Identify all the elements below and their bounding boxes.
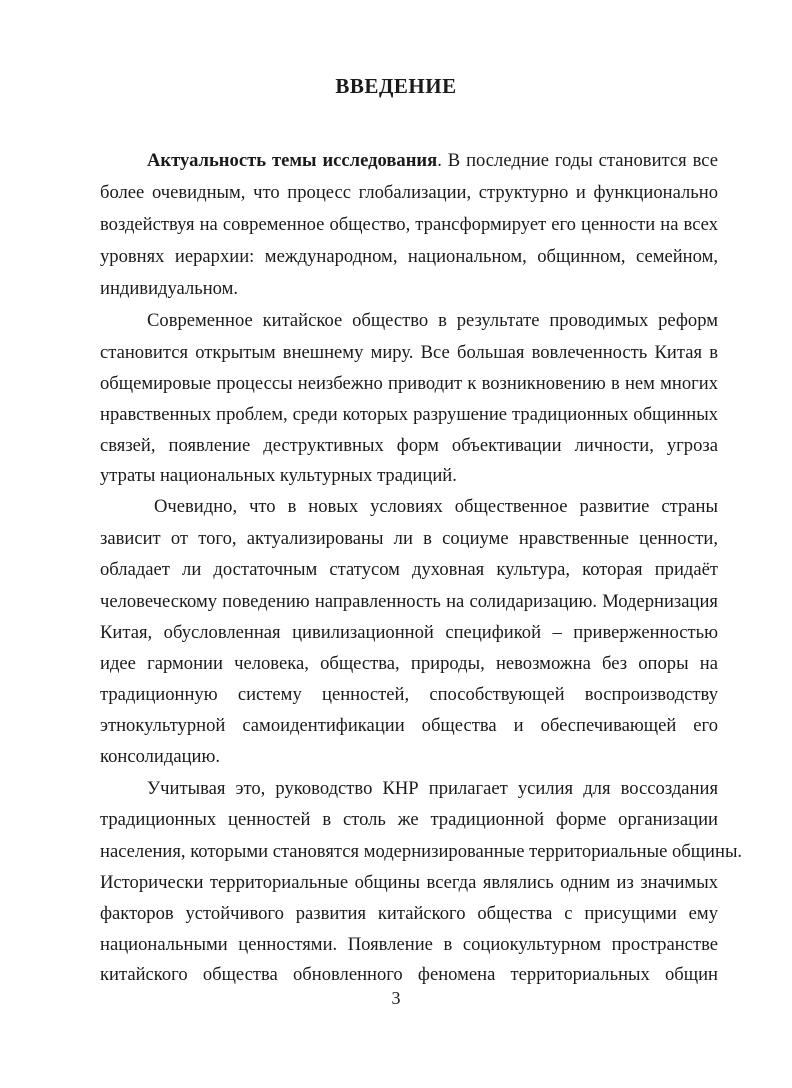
paragraph-1-line-1-text: . В последние годы становится все (437, 150, 719, 171)
paragraph-1-line-4: уровнях иерархии: международном, национальном, общинном, семейном, (100, 246, 718, 267)
paragraph-2-line-6: утраты национальных культурных традиций. (100, 465, 457, 486)
paragraph-2-line-4: нравственных проблем, среди которых разрушение традиционных общинных (100, 404, 718, 425)
paragraph-3-line-6: идее гармонии человека, общества, природы, невозможна без опоры на (100, 653, 718, 674)
paragraph-4-line-4: Исторически территориальные общины всегда являлись одним из значимых (100, 872, 718, 893)
paragraph-3-line-7: традиционную систему ценностей, способствующей воспроизводству (100, 684, 718, 705)
paragraph-4-line-2: традиционных ценностей в столь же традиционной форме организации (100, 809, 718, 830)
paragraph-2-line-3: общемировые процессы неизбежно приводит к возникновению в нем многих (100, 373, 718, 394)
paragraph-2-line-1: Современное китайское общество в результате проводимых реформ (147, 310, 718, 331)
paragraph-1-line-1 (147, 149, 718, 173)
paragraph-4-line-7: китайского общества обновленного феномена территориальных общин (100, 964, 718, 985)
page-number: 3 (391, 988, 401, 1008)
paragraph-2-line-5: связей, появление деструктивных форм объективации личности, угроза (100, 435, 718, 456)
paragraph-1-line-5: индивидуальном. (100, 278, 239, 299)
paragraph-1-line-2: более очевидным, что процесс глобализации, структурно и функционально (100, 182, 718, 203)
paragraph-3-line-1: Очевидно, что в новых условиях общественное развитие страны (154, 496, 718, 517)
paragraph-3-line-2: зависит от того, актуализированы ли в социуме нравственные ценности, (100, 528, 718, 549)
paragraph-3-line-5: Китая, обусловленная цивилизационной спецификой – приверженностью (100, 622, 718, 643)
section-title: ВВЕДЕНИЕ (335, 74, 457, 98)
paragraph-3-line-3: обладает ли достаточным статусом духовная культура, которая придаёт (100, 559, 718, 580)
relevance-heading: Актуальность темы исследования (147, 150, 438, 171)
paragraph-4-line-3: населения, которыми становятся модернизированные территориальные общины. (100, 841, 743, 862)
paragraph-2-line-2: становится открытым внешнему миру. Все большая вовлеченность Китая в (100, 342, 718, 363)
paragraph-4-line-5: факторов устойчивого развития китайского общества с присущими ему (100, 903, 718, 924)
paragraph-4-line-6: национальными ценностями. Появление в социокультурном пространстве (100, 934, 718, 955)
paragraph-3-line-4: человеческому поведению направленность на солидаризацию. Модернизация (100, 591, 718, 612)
paragraph-3-line-9: консолидацию. (100, 746, 221, 767)
paragraph-4-line-1: Учитывая это, руководство КНР прилагает усилия для воссоздания (147, 778, 718, 799)
paragraph-1-line-3: воздействуя на современное общество, трансформирует его ценности на всех (100, 214, 718, 235)
paragraph-3-line-8: этнокультурной самоидентификации общества и обеспечивающей его (100, 715, 718, 736)
